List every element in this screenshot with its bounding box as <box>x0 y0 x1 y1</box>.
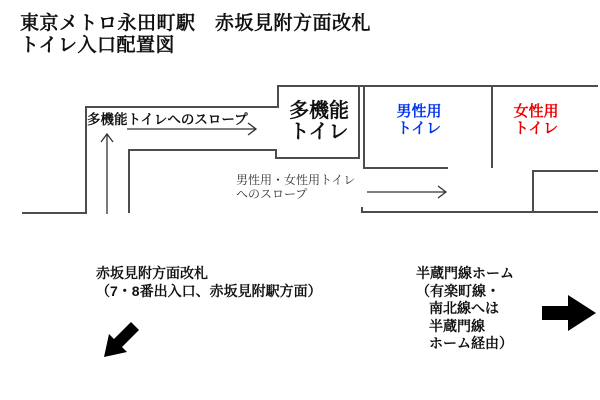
room-label-line: 女性用 <box>513 103 559 120</box>
mens-toilet-label <box>364 103 474 137</box>
platform-label-line4: 半蔵門線 <box>429 317 485 334</box>
page-title-line2: トイレ入口配置図 <box>20 35 176 56</box>
platform-destination-label <box>416 265 514 353</box>
multi-function-toilet-label <box>277 101 361 143</box>
room-label-line: トイレ <box>396 120 442 137</box>
slope-to-multi-toilet-label: 多機能トイレへのスロープ <box>87 112 248 127</box>
gate-direction-arrow <box>104 322 139 357</box>
room-label-line: トイレ <box>289 121 349 143</box>
wall-womens-corner-box <box>533 171 598 212</box>
platform-direction-arrow <box>542 295 596 331</box>
room-label-line: 多機能 <box>289 100 349 122</box>
platform-label-line5: ホーム経由） <box>429 335 513 351</box>
page-title-line1: 東京メトロ永田町駅 赤坂見附方面改札 <box>20 13 372 34</box>
slope-label-line: へのスロープ <box>236 187 308 201</box>
gate-label-line2: （7・8番出入口、赤坂見附駅方面） <box>96 282 322 299</box>
slope-to-mens-womens-toilet-label <box>236 173 355 201</box>
womens-toilet-label <box>482 103 590 137</box>
gate-label-line1: 赤坂見附方面改札 <box>96 265 208 281</box>
right-arrow-to-mens-womens-toilet <box>367 186 446 198</box>
platform-label-line3: 南北線へは <box>429 300 499 316</box>
gate-destination-label <box>96 265 322 300</box>
platform-label-line2: （有楽町線・ <box>416 282 500 299</box>
room-label-line: トイレ <box>513 120 559 137</box>
wall-bottom <box>362 207 598 212</box>
room-label-line: 男性用 <box>396 103 442 120</box>
up-arrow <box>101 134 113 214</box>
platform-label-line1: 半蔵門線ホーム <box>416 265 514 281</box>
destination-arrows <box>104 295 596 357</box>
slope-label-line: 男性用・女性用トイレ <box>236 173 356 187</box>
